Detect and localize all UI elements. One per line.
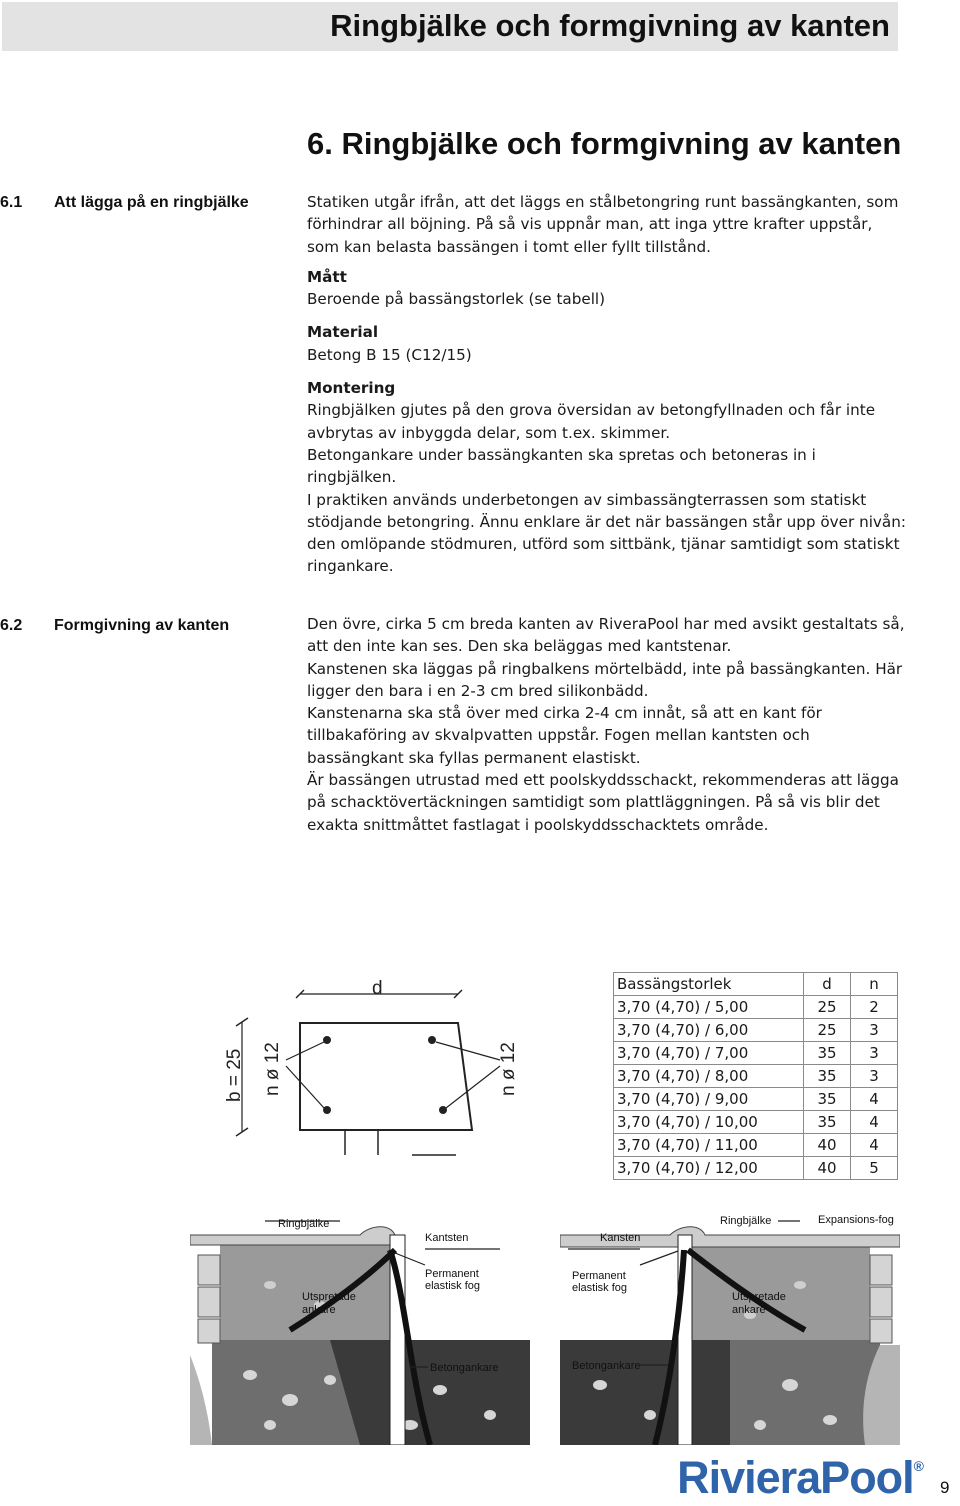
- running-header-title: Ringbjälke och formgivning av kanten: [330, 8, 890, 43]
- logo-text: RivieraPool: [677, 1452, 914, 1503]
- table-cell: 3,70 (4,70) / 11,00: [614, 1134, 804, 1157]
- stone: [433, 1385, 447, 1395]
- soil: [190, 1355, 212, 1445]
- table-cell: 25: [804, 996, 851, 1019]
- table-cell: 40: [804, 1134, 851, 1157]
- registered-mark: ®: [913, 1458, 923, 1474]
- label-ringbjalke: Ringbjälke: [278, 1218, 330, 1230]
- label-betongankare: Betongankare: [430, 1362, 499, 1374]
- label-kansten: Kansten: [600, 1232, 641, 1244]
- table-cell: 3,70 (4,70) / 9,00: [614, 1088, 804, 1111]
- table-header-row: [614, 973, 898, 996]
- ring-beam-concrete: [220, 1235, 390, 1340]
- stone: [484, 1410, 496, 1420]
- stone: [282, 1394, 298, 1406]
- edge-paragraph-4: Är bassängen utrustad med ett poolskyddsschackt, rekommenderas att lägga på schacktövertäckningen samtidigt som plattläggningen. På så vis blir det exakta snittmåttet fastlagat i poolskyddsschacktets område.: [307, 771, 899, 834]
- ring-beam-cross-section-diagram: [200, 960, 530, 1160]
- label-utspretade-1: Utspretade: [302, 1291, 356, 1303]
- montering-paragraph-3: I praktiken används underbetongen av simbassängterrassen som statiskt stödjande betongring. Ännu enklare är det när bassängen står upp över nivån: den omlöpande stödmuren, utförd som sittbänk, tjänar samtidigt som statiskt ringankare.: [307, 490, 906, 576]
- table-header-cell: Bassängstorlek: [614, 973, 804, 996]
- page-number: 9: [940, 1478, 950, 1497]
- table-row: [614, 1134, 898, 1157]
- table-cell: 3,70 (4,70) / 8,00: [614, 1065, 804, 1088]
- label-n-left: n ø 12: [262, 1042, 283, 1096]
- table-cell: 2: [851, 996, 898, 1019]
- rebar-dot: [439, 1106, 447, 1114]
- ring-beam-concrete: [685, 1235, 870, 1340]
- section-title-6-2: Formgivning av kanten: [54, 617, 230, 634]
- rebar-dot: [323, 1106, 331, 1114]
- stone: [324, 1375, 336, 1385]
- stone: [644, 1410, 656, 1420]
- montering-paragraph-1: Ringbjälken gjutes på den grova översidan av betongfyllnaden och får inte avbrytas av inbyggda delar, som t.ex. skimmer.: [307, 401, 876, 442]
- label-n-right: n ø 12: [498, 1042, 519, 1096]
- section-number-6-2: 6.2: [0, 617, 23, 634]
- stone: [264, 1281, 276, 1289]
- chapter-title: 6. Ringbjälke och formgivning av kanten: [307, 126, 902, 161]
- table-cell: 3: [851, 1042, 898, 1065]
- section-title-6-1: Att lägga på en ringbjälke: [54, 194, 249, 211]
- label-betongankare-right: Betongankare: [572, 1360, 641, 1372]
- table-cell: 5: [851, 1157, 898, 1180]
- label-utspretade-2: ankare: [302, 1304, 336, 1316]
- table-cell: 4: [851, 1111, 898, 1134]
- gravel-fill: [730, 1340, 880, 1445]
- table-cell: 3,70 (4,70) / 12,00: [614, 1157, 804, 1180]
- table-cell: 3,70 (4,70) / 10,00: [614, 1111, 804, 1134]
- table-cell: 3,70 (4,70) / 6,00: [614, 1019, 804, 1042]
- table-cell: 35: [804, 1042, 851, 1065]
- table-row: [614, 1111, 898, 1134]
- rebar-dot: [428, 1036, 436, 1044]
- stone: [243, 1370, 257, 1380]
- material-heading: Material: [307, 323, 379, 342]
- table-row: [614, 1042, 898, 1065]
- label-permanent-fog-right-2: elastisk fog: [572, 1282, 628, 1294]
- table-row: [614, 1065, 898, 1088]
- matt-text: Beroende på bassängstorlek (se tabell): [307, 290, 606, 309]
- table-cell: 3: [851, 1019, 898, 1042]
- section-6-2-body: [307, 613, 907, 836]
- montering-paragraph-2: Betongankare under bassängkanten ska spretas och betoneras in i ringbjälken.: [307, 445, 816, 487]
- table-cell: 35: [804, 1088, 851, 1111]
- table-cell: 4: [851, 1134, 898, 1157]
- label-d: d: [372, 978, 383, 999]
- table-cell: 40: [804, 1157, 851, 1180]
- table-cell: 3: [851, 1065, 898, 1088]
- label-utspretade-right-1: Utspretade: [732, 1291, 786, 1303]
- concrete-base: [560, 1340, 730, 1445]
- table-cell: 4: [851, 1088, 898, 1111]
- edge-section-diagram-left: [190, 1205, 530, 1445]
- edge-paragraph-3: Kanstenarna ska stå över med cirka 2-4 cm innåt, så att en kant för tillbakaföring av skvalpvatten uppstår. Fogen mellan kantsten och bassängkant ska fyllas permanent elastiskt.: [307, 704, 822, 767]
- concrete-base: [330, 1340, 530, 1445]
- table-header-cell: d: [804, 973, 851, 996]
- edge-paragraph-1: Den övre, cirka 5 cm breda kanten av RiveraPool har med avsikt gestaltats så, att den inte kan ses. Den ska beläggas med kantstenar.: [307, 615, 905, 656]
- stone: [782, 1379, 798, 1391]
- table-header-cell: n: [851, 973, 898, 996]
- montering-heading: Montering: [307, 379, 396, 398]
- section-number-6-1: 6.1: [0, 194, 23, 211]
- edge-paragraph-2: Kanstenen ska läggas på ringbalkens mörtelbädd, inte på bassängkanten. Här ligger den bara i en 2-3 cm bred silikonbädd.: [307, 659, 903, 700]
- matt-heading: Mått: [307, 267, 347, 286]
- rebar-dot: [323, 1036, 331, 1044]
- table-row: [614, 1157, 898, 1180]
- intro-paragraph: Statiken utgår ifrån, att det läggs en stålbetongring runt bassängkanten, som förhindrar all böjning. På så vis uppnår man, att inga yttre krafter uppstår, som kan belasta bassängen i tomt eller fyllt tillstånd.: [307, 193, 899, 256]
- stone: [794, 1281, 806, 1289]
- label-permanent-fog-right-1: Permanent: [572, 1270, 626, 1282]
- label-b: b = 25: [224, 1048, 245, 1102]
- stone: [754, 1420, 766, 1430]
- table-cell: 25: [804, 1019, 851, 1042]
- label-ringbjalke-right: Ringbjälke: [720, 1215, 772, 1227]
- label-utspretade-right-2: ankare: [732, 1304, 766, 1316]
- pool-size-table: [613, 972, 898, 1180]
- material-text: Betong B 15 (C12/15): [307, 345, 472, 364]
- label-kantsten: Kantsten: [425, 1232, 469, 1244]
- stone: [593, 1380, 607, 1390]
- table-row: [614, 996, 898, 1019]
- table-cell: 3,70 (4,70) / 5,00: [614, 996, 804, 1019]
- edge-section-diagram-right: [560, 1205, 900, 1445]
- rivierapool-logo: [677, 1452, 923, 1504]
- section-6-1-body: [307, 191, 907, 578]
- table-row: [614, 1088, 898, 1111]
- stone: [823, 1415, 837, 1425]
- table-cell: 35: [804, 1065, 851, 1088]
- label-permanent-fog-2: elastisk fog: [425, 1280, 481, 1292]
- table-row: [614, 1019, 898, 1042]
- stone: [264, 1420, 276, 1430]
- label-permanent-fog-1: Permanent: [425, 1268, 479, 1280]
- label-expansionsfog: Expansions-fog: [818, 1214, 894, 1226]
- table-cell: 3,70 (4,70) / 7,00: [614, 1042, 804, 1065]
- table-cell: 35: [804, 1111, 851, 1134]
